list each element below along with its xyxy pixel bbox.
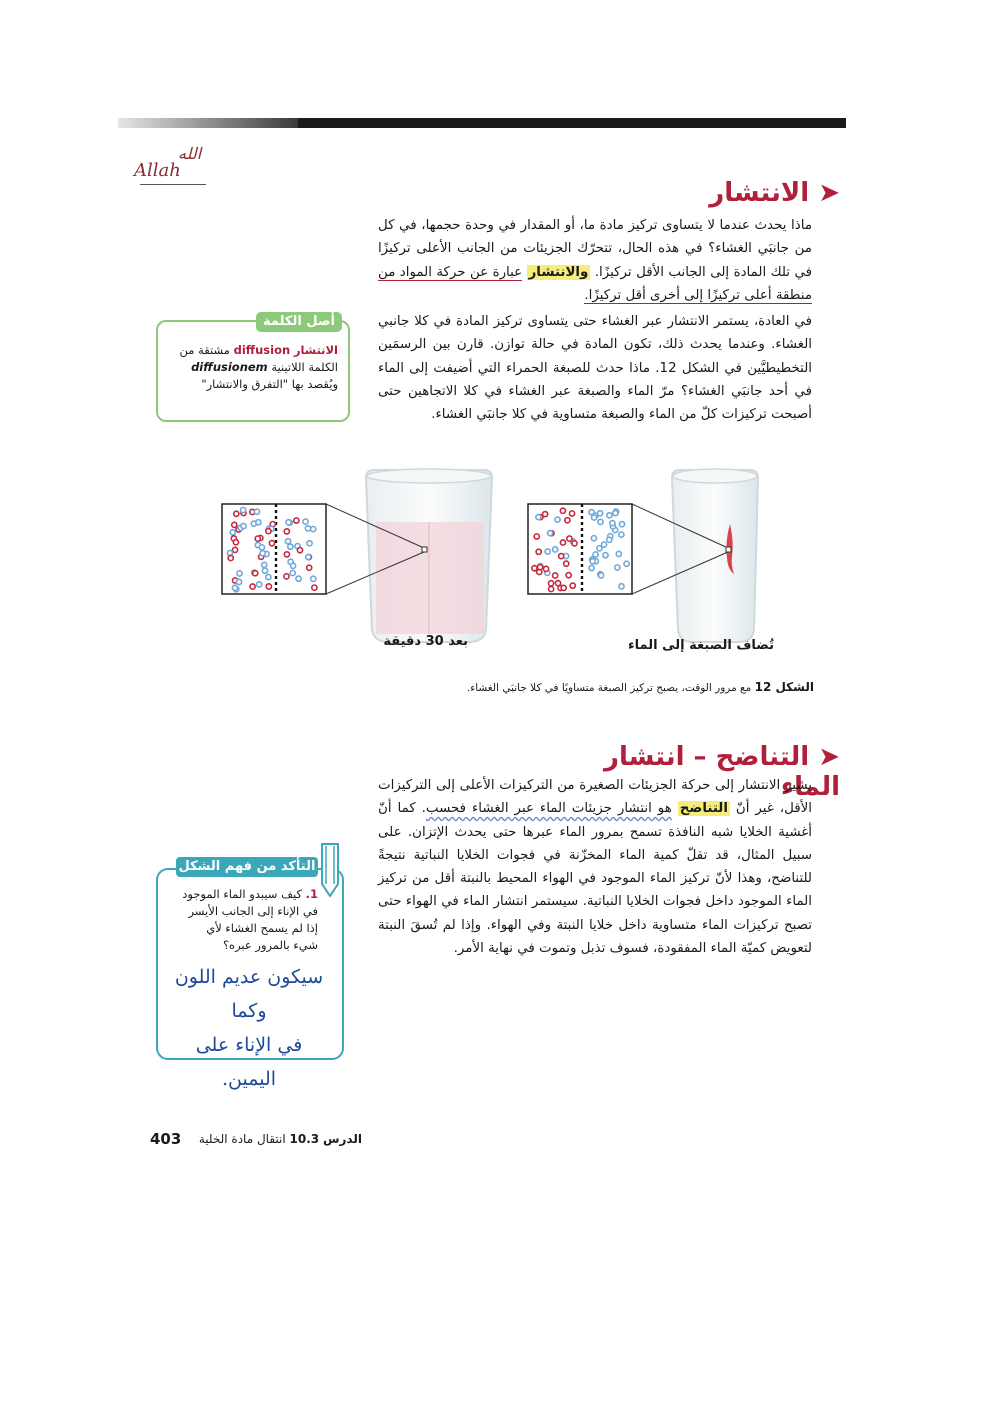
- dye-particle: [565, 518, 570, 523]
- latin-term: diffusionem: [191, 360, 268, 374]
- text-run: ماذا يحدث عندما لا يتساوى تركيز مادة ما، أو المقدار في وحدة حجمها، في كل من جانبَي الغشاء؟ في هذه الحال، تتحرّك الجزيئات من الجانب الأعلى تركيزًا في تلك المادة إلى الجانب الأقل تركيزًا.: [378, 218, 813, 280]
- water-particle: [285, 539, 290, 544]
- handwritten-answer: [168, 960, 330, 1096]
- paragraph-diffusion-equilibrium: في العادة، يستمر الانتشار عبر الغشاء حتى يتساوى تركيز المادة في كلا جانبي الغشاء. وعندما يحدث ذلك، تكون المادة في حالة توازن. قارن بين الرسمَين التخطيطيَّين في الشكل 12. ماذا حدث للصبغة الحمراء التي أضيفت إلى الماء في أحد جانبَي الغشاء؟ مرّ الماء والصبغة عبر الغشاء في كلا الاتجاهين حتى أصبحت تركيزات كلّ من الماء والصبغة متساوية في كلا جانبَي الغشاء.: [378, 314, 812, 423]
- water-particle: [237, 571, 242, 576]
- lesson-label: الدرس: [322, 1132, 362, 1146]
- water-particle: [590, 559, 595, 564]
- origin-text-1: مشتقة من الكلمة اللاتينية: [179, 343, 338, 374]
- lesson-number: 10.3: [289, 1132, 320, 1146]
- handwritten-latin: Allah: [134, 160, 181, 181]
- water-particle: [232, 585, 237, 590]
- figure-caption: [436, 680, 814, 694]
- check-figure-question: [178, 886, 318, 954]
- dye-particle: [560, 540, 565, 545]
- answer-line-1: سيكون عديم اللون وكما: [174, 966, 324, 1022]
- top-bar-fade: [118, 118, 298, 128]
- origin-text-2: ويُقصد بها "التفرق والانتشار": [201, 377, 338, 391]
- water-particle: [260, 551, 265, 556]
- dye-particle: [312, 585, 317, 590]
- text-run: والانتشار: [528, 264, 589, 280]
- text-run: هو انتشار جزيئات الماء عبر الغشاء فحسب: [425, 801, 672, 817]
- water-particle: [597, 546, 602, 551]
- water-particle: [256, 582, 261, 587]
- dye-particle: [567, 536, 572, 541]
- water-particle: [553, 547, 558, 552]
- question-text: كيف سيبدو الماء الموجود في الإناء إلى الجانب الأيسر إذا لم يسمح الغشاء لأي شيء بالمرور عبره؟: [182, 887, 318, 952]
- water-particle: [290, 563, 295, 568]
- text-run: يشير الانتشار إلى حركة الجزيئات الصغيرة من التركيزات الأعلى إلى التركيزات الأقل، غير أنّ: [378, 778, 812, 817]
- water-particle: [306, 554, 311, 559]
- dye-particle: [559, 554, 564, 559]
- dye-particle: [537, 565, 542, 570]
- dye-particle: [561, 585, 566, 590]
- dye-particle: [233, 540, 238, 545]
- water-particle: [555, 517, 560, 522]
- dye-particle: [234, 511, 239, 516]
- water-particle: [241, 507, 246, 512]
- dye-particle: [549, 586, 554, 591]
- water-particle: [545, 549, 550, 554]
- water-particle: [230, 530, 235, 535]
- water-particle: [548, 531, 553, 536]
- dye-particle: [569, 511, 574, 516]
- check-figure-tab: التأكد من فهم الشكل: [176, 857, 318, 877]
- water-particle: [536, 515, 541, 520]
- beaker-after-30-min: [366, 469, 492, 642]
- section-heading-diffusion: [640, 178, 840, 208]
- water-particle: [597, 511, 602, 516]
- water-particle: [236, 579, 241, 584]
- answer-line-2: في الإناء على اليمين.: [195, 1034, 303, 1090]
- lesson-title: انتقال مادة الخلية: [198, 1132, 286, 1146]
- heading-arrow-icon: ➤: [818, 178, 840, 208]
- water-particle: [290, 570, 295, 575]
- page-footer: [150, 1130, 362, 1148]
- water-particle: [598, 573, 603, 578]
- water-particle: [619, 532, 624, 537]
- water-particle: [296, 576, 301, 581]
- dye-particle: [534, 534, 539, 539]
- dye-particle: [266, 529, 271, 534]
- dye-particle: [232, 547, 237, 552]
- dye-particle: [572, 541, 577, 546]
- water-particle: [598, 519, 603, 524]
- dye-particle: [284, 529, 289, 534]
- paragraph-diffusion-definition: [378, 214, 812, 307]
- water-particle: [624, 561, 629, 566]
- text-run: عبارة عن حركة المواد من منطقة أعلى تركيزًا إلى أخرى أقل تركيزًا.: [378, 264, 812, 303]
- water-particle: [307, 541, 312, 546]
- water-particle: [616, 551, 621, 556]
- water-particle: [303, 519, 308, 524]
- dye-particle: [294, 518, 299, 523]
- page-number: 403: [150, 1130, 182, 1148]
- water-particle: [603, 553, 608, 558]
- term-english: diffusion: [233, 343, 291, 357]
- dye-particle: [570, 583, 575, 588]
- dye-particle: [297, 548, 302, 553]
- paragraph-osmosis: [378, 774, 812, 960]
- text-run: [672, 801, 678, 816]
- water-particle: [589, 565, 594, 570]
- text-run: التناضح: [679, 801, 728, 817]
- water-particle: [254, 509, 259, 514]
- water-particle: [615, 565, 620, 570]
- water-particle: [613, 511, 618, 516]
- pencil-icon: [312, 840, 352, 900]
- dye-particle: [543, 566, 548, 571]
- dye-particle: [269, 541, 274, 546]
- dye-particle: [548, 581, 553, 586]
- water-particle: [262, 562, 267, 567]
- dye-particle: [228, 555, 233, 560]
- handwritten-arabic: الله: [178, 144, 202, 163]
- text-run: [522, 265, 526, 280]
- text-run: . كما أنّ أغشية الخلايا شبه النافذة تسمح بمرور الماء عبرها حتى يحدث الإتزان. على سبيل المثال، قد تقلّ كمية الماء المخزّنة في فجوات الخلايا النباتية نتيجةً للتناضح، وهذا لأنّ تركيز الماء الموجود في الهواء المحيط بالنبتة أقل من تركيز الماء الموجود داخل فجوات الخلايا النباتية. سيستمر انتشار الماء في الهواء حتى تصبح تركيزات الماء متساوية داخل خلايا النبتة وفي الهواء. وإذا لم تُسقَ النبتة لتعويض كميّة الماء المفقودة، فسوف تذبل وتموت في نهاية الأمر.: [378, 801, 812, 957]
- water-particle: [607, 513, 612, 518]
- figure-label-after-30-min: بعد 30 دقيقة: [383, 634, 468, 649]
- water-particle: [610, 521, 615, 526]
- dye-particle: [266, 584, 271, 589]
- caption-number: الشكل 12: [754, 680, 814, 694]
- water-particle: [241, 523, 246, 528]
- dye-particle: [536, 549, 541, 554]
- dye-particle: [553, 573, 558, 578]
- word-origin-tab: أصل الكلمة: [256, 312, 342, 332]
- question-number: 1.: [305, 887, 318, 901]
- figure-12-diffusion: [214, 462, 774, 647]
- handwritten-underline: [140, 184, 206, 185]
- water-particle: [262, 568, 267, 573]
- dye-particle: [555, 581, 560, 586]
- water-particle: [288, 544, 293, 549]
- heading-text: التناضح – انتشار الماء: [604, 742, 840, 802]
- water-particle: [266, 574, 271, 579]
- beaker-dye-added: [672, 469, 758, 642]
- dye-particle: [284, 574, 289, 579]
- water-particle: [259, 545, 264, 550]
- water-particle: [591, 536, 596, 541]
- dye-particle: [566, 573, 571, 578]
- water-particle: [619, 522, 624, 527]
- water-particle: [311, 576, 316, 581]
- caption-text: مع مرور الوقت، يصبح تركيز الصبغة متساويًا في كلا جانبَي الغشاء.: [466, 682, 752, 694]
- dye-particle: [250, 584, 255, 589]
- dye-particle: [532, 566, 537, 571]
- word-origin-text: [166, 342, 338, 393]
- heading-arrow-icon: ➤: [818, 742, 840, 772]
- water-particle: [286, 520, 291, 525]
- water-particle: [305, 526, 310, 531]
- dye-particle: [560, 508, 565, 513]
- water-particle: [256, 520, 261, 525]
- dye-particle: [284, 552, 289, 557]
- dye-particle: [255, 536, 260, 541]
- dye-particle: [564, 561, 569, 566]
- heading-text: الانتشار: [709, 178, 810, 208]
- water-particle: [591, 515, 596, 520]
- figure-label-dye-added: تُضاف الصبغة إلى الماء: [628, 638, 774, 653]
- water-particle: [311, 526, 316, 531]
- dye-particle: [232, 522, 237, 527]
- water-particle: [601, 542, 606, 547]
- term-arabic: الانتشار: [293, 343, 338, 357]
- water-particle: [607, 537, 612, 542]
- dye-particle: [253, 571, 258, 576]
- water-particle: [619, 584, 624, 589]
- dye-particle: [307, 565, 312, 570]
